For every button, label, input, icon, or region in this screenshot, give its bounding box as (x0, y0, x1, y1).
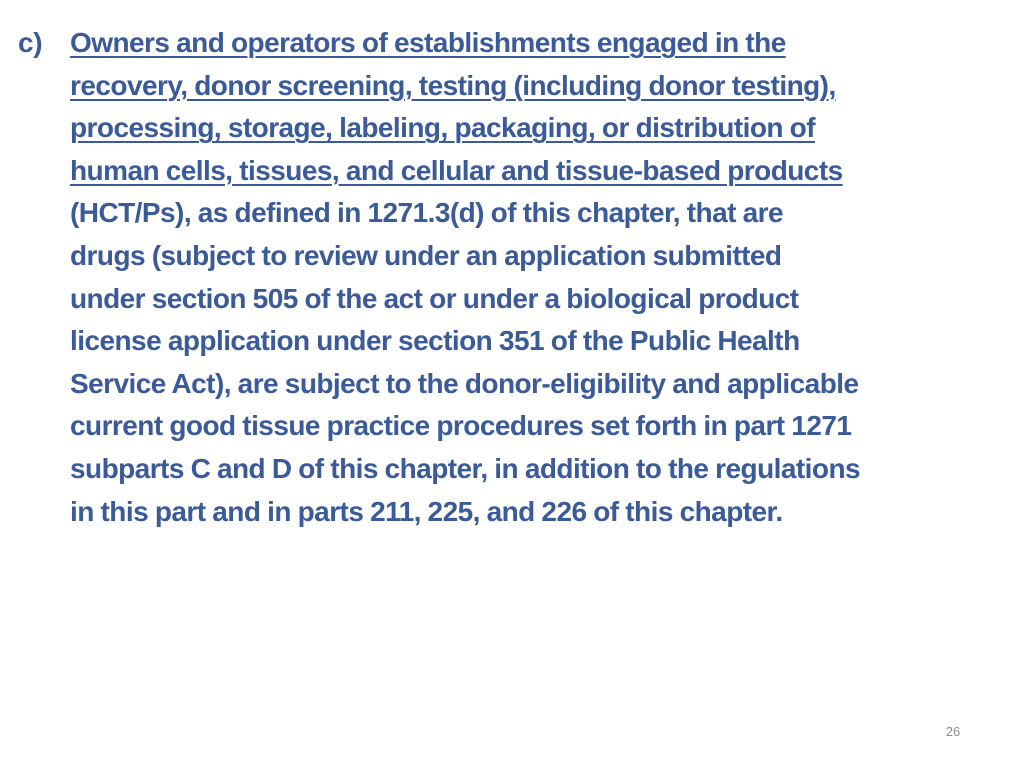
text-line: (HCT/Ps), as defined in 1271.3(d) of this chapter, that are (70, 197, 783, 229)
text-line: in this part and in parts 211, 225, and 226 of this chapter. (70, 495, 783, 527)
text-line: drugs (subject to review under an application submitted (70, 239, 782, 271)
underlined-text-line: processing, storage, labeling, packaging, or distribution of (70, 112, 815, 144)
page-number: 26 (945, 724, 961, 739)
list-marker: c) (18, 27, 43, 58)
text-line: license application under section 351 of the Public Health (70, 325, 800, 357)
underlined-text-line: Owners and operators of establishments engaged in the (70, 27, 786, 58)
text-line: Service Act), are subject to the donor-eligibility and applicable (70, 367, 859, 399)
text-line: current good tissue practice procedures set forth in part 1271 (70, 410, 852, 442)
text-line: under section 505 of the act or under a biological product (70, 282, 799, 314)
text-line: subparts C and D of this chapter, in addition to the regulations (70, 452, 861, 484)
underlined-text-line: human cells, tissues, and cellular and tissue-based products (70, 154, 843, 186)
underlined-text-line: recovery, donor screening, testing (including donor testing), (70, 69, 836, 101)
regulation-paragraph (70, 22, 1018, 533)
